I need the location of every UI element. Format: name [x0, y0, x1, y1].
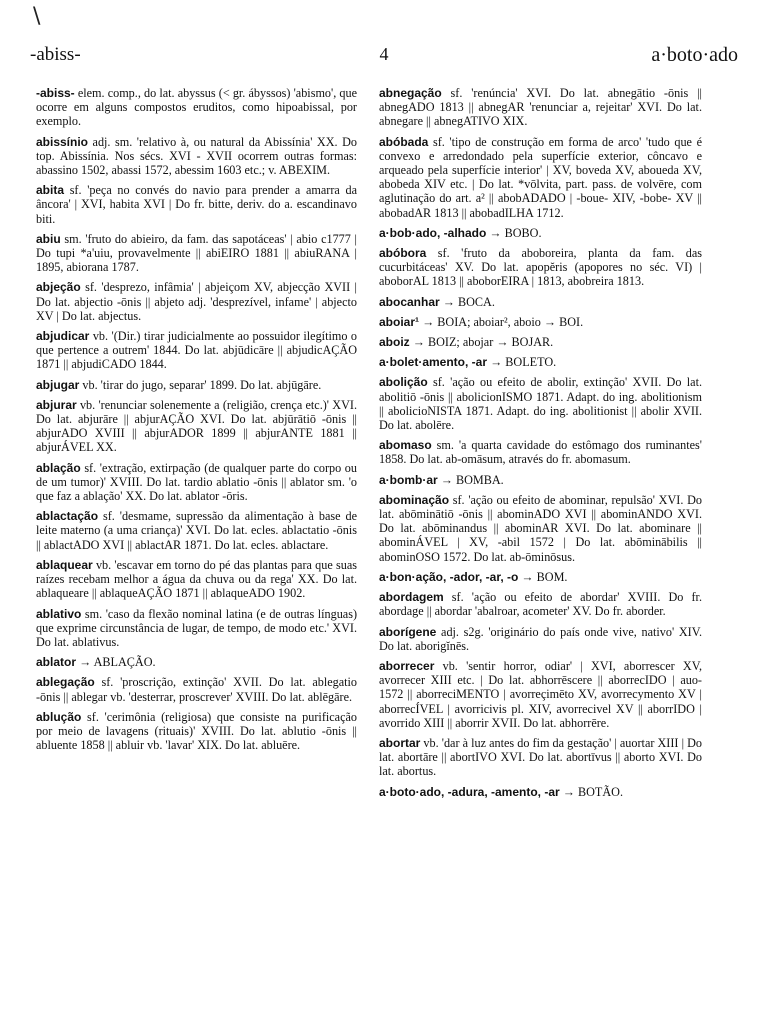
running-head [30, 44, 738, 68]
left-column [36, 86, 357, 758]
dictionary-entry [379, 295, 702, 309]
entry-definition: sf. 'proscrição, extinção' XVII. Do lat. ablegatio -ōnis || ablegar vb. 'desterrar, proscrever' XVIII. Do lat. ablēgāre. [36, 675, 357, 704]
entry-headword: abjeção [36, 280, 81, 295]
dictionary-entry [379, 493, 702, 564]
entry-headword: ablator [36, 655, 77, 670]
entry-headword: ablução [36, 709, 82, 724]
entry-definition: elem. comp., do lat. abyssus (< gr. ábyssos) 'abismo', que ocorre em alguns compostos eruditos, como hipoabissal, por exemplo. [36, 86, 357, 129]
entry-definition: adj. sm. 'relativo à, ou natural da Abissínia' XX. Do top. Abissínia. Nos sécs. XVI - XVII ocorrem outras formas: abassino 1502, abassi 1572, abessim 1603 etc.; v. ABEXIM. [36, 134, 357, 178]
dictionary-entry [379, 785, 702, 799]
entry-definition: sm. 'a quarta cavidade do estômago dos ruminantes' 1858. Do lat. ab-omāsum, através do fr. abomasum. [379, 438, 702, 467]
entry-definition: sf. 'renúncia' XVI. Do lat. abnegātio -ōnis || abnegADO 1813 || abnegAR 'renunciar a, rejeitar' XVI. Do lat. abnegare || abnegATIVO XIX. [379, 86, 702, 129]
entry-definition: sf. 'ação ou efeito de abominar, repulsão' XVI. Do lat. abōminātiō -ōnis || abominADO XVI || abominANDO XVI. Do lat. abōminandus || abominAR XVI. Do lat. abominare || abominÁVEL | XV, -abil 1572 | Do lat. abōminābilis || abominOSO 1572. Do lat. ab-ōminōsus. [379, 492, 702, 564]
entry-definition: → BOTÃO. [559, 784, 623, 799]
entry-headword: abominação [379, 492, 450, 507]
dictionary-entry [36, 710, 357, 753]
entry-definition: vb. 'tirar do jugo, separar' 1899. Do lat. abjūgāre. [79, 377, 322, 392]
right-column [379, 86, 702, 805]
entry-definition: sf. 'peça no convés do navio para prender a amarra da âncora' | XVI, habita XVI | Do fr. bitte, deriv. do a. escandinavo biti. [36, 183, 357, 226]
dictionary-entry [36, 607, 357, 650]
entry-definition: vb. 'renunciar solenemente a (religião, crença etc.)' XVI. Do lat. abjurāre || abjurAÇÃO XVI. Do lat. abjūrātiō -ōnis || abjurADO XVIII || abjurADOR 1899 || abjurANTE 1881 || abjurÁVEL XX. [36, 397, 357, 455]
entry-definition: vb. 'sentir horror, odiar' | XVI, aborrescer XV, avorrecer XIII etc. | Do lat. abhorrēscere || aborrecIDO | auo- 1572 || aborreciMENTO | avorreçimēto XV, avorrecymento XV | aborrecÍVEL | avorricivis pl. XIV, avorrecivel XV || aborrIDO | avorrido XIII || aborrir XVII. Do lat. abhorrēre. [379, 658, 702, 730]
entry-definition: adj. s2g. 'originário do país onde vive, nativo' XIV. Do lat. aborigĭnēs. [379, 624, 702, 653]
entry-headword: ablegação [36, 675, 95, 690]
dictionary-entry [36, 280, 357, 323]
dictionary-entry [36, 378, 357, 392]
dictionary-entry [379, 659, 702, 730]
entry-headword: a·boto·ado, -adura, -amento, -ar [379, 784, 560, 799]
entry-definition: sf. 'tipo de construção em forma de arco' 'tudo que é convexo e arredondado pela superfície exterior, côncavo e arqueado pela superfície interior' | XV, boveda XV, aboueda XV, abobeda XIV etc. | Do lat. *vōlvita, part. pass. de volvēre, com aglutinação do art. a² || abobADADO | -boue- XIV, -bobe- XV || abobadAR 1813 || abobadILHA 1712. [379, 134, 702, 220]
entry-definition: → BOM. [518, 569, 568, 584]
entry-headword: a·bomb·ar [379, 472, 438, 487]
entry-definition: → BOLETO. [487, 355, 557, 370]
entry-definition: sf. 'extração, extirpação (de qualquer parte do corpo ou de um tumor)' XVIII. Do lat. tardio ablatio -ōnis || ablator sm. 'o que faz a ablação' XX. Do lat. ablator -ōris. [36, 460, 357, 504]
entry-headword: abolição [379, 375, 428, 390]
dictionary-entry [36, 398, 357, 455]
dictionary-entry [379, 86, 702, 129]
dictionary-entry [379, 315, 702, 329]
dictionary-entry [36, 655, 357, 669]
entry-headword: abomaso [379, 438, 432, 453]
entry-headword: abita [36, 183, 65, 198]
entry-headword: ablactação [36, 509, 99, 524]
entry-definition: sf. 'ação ou efeito de abordar' XVIII. Do fr. abordage || abordar 'abalroar, acometer' XV. Do fr. aborder. [379, 590, 702, 619]
dictionary-entry [379, 246, 702, 289]
dictionary-entry [36, 183, 357, 226]
dictionary-entry [379, 375, 702, 432]
entry-headword: abissínio [36, 134, 89, 149]
entry-definition: sm. 'fruto do abieiro, da fam. das sapotáceas' | abio c1777 | Do tupi *a'uiu, provavelmente || abiEIRO 1881 || abiuRANA | 1895, abiorana 1787. [36, 231, 357, 275]
dictionary-entry [36, 86, 357, 129]
entry-headword: abóbada [379, 134, 429, 149]
entry-headword: aboiar¹ [379, 314, 420, 329]
entry-headword: abjudicar [36, 329, 90, 344]
entry-definition: → ABLAÇÃO. [76, 655, 156, 670]
entry-definition: sf. 'desmame, supressão da alimentação à base de leite materno (a uma criança)' XVI. Do lat. ecles. ablactatio -ōnis || ablactADO XVI || ablactAR 1871. Do lat. ecles. ablactare. [36, 509, 357, 552]
dictionary-entry [36, 232, 357, 275]
entry-definition: sf. 'cerimônia (religiosa) que consiste na purificação por meio de lavagens (rituais)' XVIII. Do lat. ablutio -ōnis || abluente 1858 || abluir vb. 'lavar' XIX. Do lat. abluēre. [36, 709, 357, 753]
entry-headword: -abiss- [36, 86, 75, 100]
entry-definition: sf. 'ação ou efeito de abolir, extinção' XVII. Do lat. abolitiō -ōnis || abolicionISMO 1871. Adapt. do ing. abolitionism || abolicioNISTA 1871. Adapt. do ing. abolitionist || abolir XVII. Do lat. abolēre. [379, 375, 702, 433]
entry-headword: abjugar [36, 377, 80, 392]
dictionary-entry [379, 590, 702, 618]
page-number: 4 [379, 44, 389, 64]
entry-headword: aborrecer [379, 658, 435, 673]
entry-headword: aborígene [379, 624, 437, 639]
entry-definition: → BOBO. [486, 225, 542, 240]
dictionary-entry [36, 461, 357, 504]
entry-headword: a·bon·ação, -ador, -ar, -o [379, 569, 519, 584]
entry-headword: a·bob·ado, -alhado [379, 225, 487, 240]
dictionary-entry [379, 473, 702, 487]
dictionary-entry [379, 355, 702, 369]
dictionary-entry [379, 736, 702, 779]
entry-definition: vb. 'escavar em torno do pé das plantas para que suas raízes recebam melhor a água da chuva ou da rega' XX. Do lat. ablaqueare || ablaqueAÇÃO 1871 || ablaqueADO 1902. [36, 557, 357, 601]
entry-headword: abóbora [379, 246, 427, 261]
entry-definition: → BOIA; aboiar², aboio → BOI. [419, 314, 584, 329]
entry-headword: ablaquear [36, 557, 93, 572]
entry-definition: sf. 'desprezo, infâmia' | abjeiçom XV, abjecção XVII | Do lat. abjectio -ōnis || abjeto adj. 'desprezível, infame' | abjecto XV | Do lat. abjectus. [36, 280, 357, 323]
entry-headword: abjurar [36, 397, 77, 412]
entry-definition: sm. 'caso da flexão nominal latina (e de outras línguas) que exprime circunstância de lugar, de tempo, de modo etc.' XVI. Do lat. ablativus. [36, 606, 357, 649]
entry-headword: aboiz [379, 335, 410, 350]
dictionary-entry [36, 675, 357, 703]
dictionary-entry [379, 570, 702, 584]
entry-headword: abocanhar [379, 294, 440, 309]
entry-headword: abordagem [379, 590, 444, 605]
entry-headword: abiu [36, 231, 61, 246]
entry-headword: ablativo [36, 606, 82, 621]
scan-artifact-mark: \ [33, 4, 41, 29]
running-head-left: -abiss- [30, 44, 81, 65]
dictionary-entry [36, 135, 357, 178]
entry-definition: → BOIZ; abojar → BOJAR. [409, 335, 554, 350]
entry-definition: → BOCA. [439, 294, 495, 309]
entry-headword: abnegação [379, 86, 442, 100]
entry-headword: ablação [36, 460, 81, 475]
entry-definition: → BOMBA. [437, 472, 504, 487]
dictionary-entry [36, 558, 357, 601]
dictionary-entry [379, 226, 702, 240]
dictionary-entry [36, 329, 357, 372]
entry-definition: vb. '(Dir.) tirar judicialmente ao possuidor ilegítimo o que pertence a outrem' 1844. Do lat. abjūdicāre || abjudicAÇÃO 1871 || abjudiCADO 1844. [36, 329, 357, 372]
entry-headword: abortar [379, 735, 421, 750]
dictionary-entry [379, 625, 702, 653]
dictionary-entry [379, 135, 702, 220]
dictionary-entry [379, 438, 702, 466]
dictionary-entry [36, 509, 357, 552]
entry-definition: vb. 'dar à luz antes do fim da gestação' | auortar XIII | Do lat. abortāre || abortIVO XVI. Do lat. abortīvus || aborto XVI. Do lat. abortus. [379, 735, 702, 779]
running-head-right: a·boto·ado [651, 44, 738, 66]
dictionary-entry [379, 335, 702, 349]
entry-headword: a·bolet·amento, -ar [379, 355, 488, 370]
entry-definition: sf. 'fruto da aboboreira, planta da fam. das cucurbitáceas' XV. Do lat. apopĕris (apopores no séc. VI) | aboborAL 1813 || aboborEIRA | 1813, abobreira 1813. [379, 246, 702, 289]
